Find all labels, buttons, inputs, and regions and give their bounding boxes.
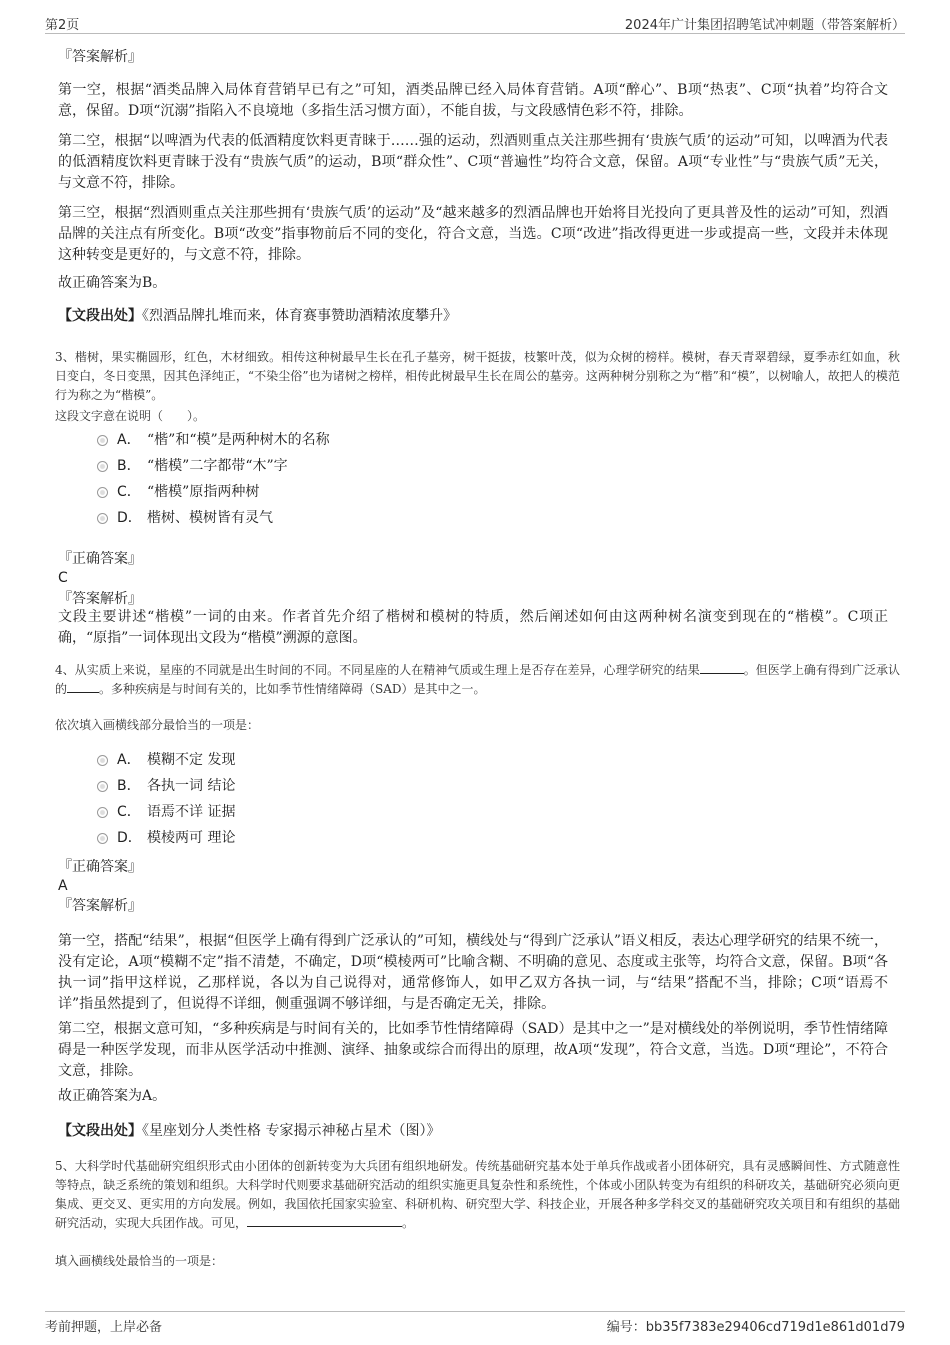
q3-option-c[interactable] — [97, 483, 259, 501]
radio-icon[interactable] — [97, 807, 108, 818]
q4-question: 依次填入画横线部分最恰当的一项是： — [55, 718, 260, 732]
q3-analysis-label: 『答案解析』 — [58, 591, 142, 607]
q4-stem-part-c: 。多种疾病是与时间有关的，比如季节性情绪障碍（SAD）是其中之一。 — [99, 682, 486, 696]
page-header — [45, 14, 905, 34]
q5-stem — [55, 1157, 900, 1233]
q2-conclusion: 故正确答案为B。 — [58, 275, 167, 291]
radio-icon[interactable] — [97, 755, 108, 766]
q2-analysis-p3: 第三空，根据“烈酒则重点关注那些拥有‘贵族气质’的运动”及“越来越多的烈酒品牌也开始将目光投向了更具普及性的运动”可知，烈酒品牌的关注点有所变化。B项“改变”指事物前后不同的变化，符合文意，当选。C项“改进”指改得更进一步或提高一些，文段并未体现这种转变是更好的，与文意不符，排除。 — [58, 205, 888, 263]
q4-option-d[interactable] — [97, 829, 235, 847]
page-number: 第2页 — [45, 18, 80, 33]
q2-source-label: 【文段出处】 — [58, 308, 142, 324]
q3-option-b[interactable] — [97, 457, 288, 475]
q4-source-title: 《星座划分人类性格 专家揭示神秘占星术（图）》 — [142, 1123, 441, 1139]
document-id: 编号：bb35f7383e29406cd719d1e861d01d79 — [606, 1320, 905, 1335]
radio-icon[interactable] — [97, 833, 108, 844]
q4-option-c[interactable] — [97, 803, 235, 821]
option-text: 模糊不定 发现 — [147, 752, 236, 768]
answer-blank — [247, 1215, 402, 1227]
q4-correct-label: 『正确答案』 — [58, 859, 142, 875]
q2-analysis-p2: 第二空，根据“以啤酒为代表的低酒精度饮料更青睐于……强的运动，烈酒则重点关注那些拥有‘贵族气质’的运动”可知，以啤酒为代表的低酒精度饮料更青睐于没有“贵族气质”的运动，B项“群众性”、C项“普遍性”均符合文意，保留。A项“专业性”与“贵族气质”无关，与文意不符，排除。 — [58, 133, 888, 191]
radio-icon[interactable] — [97, 513, 108, 524]
option-letter: C． — [117, 804, 141, 820]
q4-analysis-p1: 第一空，搭配“结果”，根据“但医学上确有得到广泛承认的”可知，横线处与“得到广泛承认”语义相反，表达心理学研究的结果不统一，没有定论，A项“模糊不定”指不清楚，不确定，D项“模棱两可”比喻含糊、不明确的意见、态度或主张等，均符合文意，保留。B项“各执一词”指甲这样说，乙那样说，各以为自己说得对，通常修饰人，如甲乙双方各执一词，与“结果”搭配不当，排除；C项“语焉不详”指虽然提到了，但说得不详细，侧重强调不够详细，与是否确定无关，排除。 — [58, 933, 888, 1012]
option-text: 模棱两可 理论 — [147, 830, 236, 846]
option-text: “楷”和“模”是两种树木的名称 — [147, 432, 330, 448]
radio-icon[interactable] — [97, 781, 108, 792]
option-letter: D． — [117, 510, 142, 526]
q3-correct-answer: C — [58, 570, 68, 586]
q4-source-label: 【文段出处】 — [58, 1123, 142, 1139]
q4-option-b[interactable] — [97, 777, 235, 795]
q3-correct-label: 『正确答案』 — [58, 551, 142, 567]
option-letter: A． — [117, 432, 141, 448]
q4-stem-part-a: 4、从实质上来说，星座的不同就是出生时间的不同。不同星座的人在精神气质或生理上是否存在差异，心理学研究的结果 — [55, 663, 700, 677]
q4-option-a[interactable] — [97, 751, 235, 769]
q4-stem — [55, 661, 900, 699]
option-letter: C． — [117, 484, 141, 500]
q5-question: 填入画横线处最恰当的一项是： — [55, 1254, 224, 1268]
q4-conclusion: 故正确答案为A。 — [58, 1088, 167, 1104]
option-text: “楷模”原指两种树 — [147, 484, 260, 500]
option-letter: B． — [117, 778, 141, 794]
q2-analysis-label: 『答案解析』 — [58, 49, 142, 65]
document-title: 2024年广计集团招聘笔试冲刺题（带答案解析） — [624, 18, 905, 33]
option-text: 语焉不详 证据 — [147, 804, 236, 820]
answer-blank — [67, 681, 99, 693]
option-text: 各执一词 结论 — [147, 778, 236, 794]
option-text: 楷树、模树皆有灵气 — [147, 510, 273, 526]
q3-question: 这段文字意在说明（ ）。 — [55, 409, 206, 423]
q5-stem-text: 5、大科学时代基础研究组织形式由小团体的创新转变为大兵团有组织地研发。传统基础研究基本处于单兵作战或者小团体研究，具有灵感瞬间性、方式随意性等特点，缺乏系统的策划和组织。大科学时代则要求基础研究活动的组织实施更具复杂性和系统性，个体或小团队转变为有组织的科研攻关，基础研究必须向更集成、更交叉、更实用的方向发展。例如，我国依托国家实验室、科研机构、研究型大学、科技企业，开展各种多学科交叉的基础研究攻关项目和有组织的基础研究活动，实现大兵团作战。可见， — [55, 1159, 900, 1230]
q4-stem-part-b: 。但医学上确有得到广泛承认的 — [55, 663, 900, 696]
q3-option-d[interactable] — [97, 509, 273, 527]
q3-stem: 3、楷树，果实椭圆形，红色，木材细致。相传这种树最早生长在孔子墓旁，树干挺拔，枝繁叶茂，似为众树的榜样。模树，春天青翠碧绿，夏季赤红如血，秋日变白，冬日变黑，因其色泽纯正，“不染尘俗”也为诸树之榜样，相传此树最早生长在周公的墓旁。这两种树分别称之为“楷”和“模”，以树喻人，故把人的模范行为称之为“楷模”。 — [55, 350, 900, 402]
q2-analysis-p1: 第一空，根据“酒类品牌入局体育营销早已有之”可知，酒类品牌已经入局体育营销。A项“醉心”、B项“热衷”、C项“执着”均符合文意，保留。D项“沉溺”指陷入不良境地（多指生活习惯方面），不能自拔，与文段感情色彩不符，排除。 — [58, 82, 888, 119]
option-letter: A． — [117, 752, 141, 768]
footer-slogan: 考前押题，上岸必备 — [45, 1320, 163, 1335]
page-footer — [45, 1311, 905, 1335]
option-letter: D． — [117, 830, 142, 846]
q4-correct-answer: A — [58, 878, 68, 894]
q2-source-title: 《烈酒品牌扎堆而来，体育赛事赞助酒精浓度攀升》 — [142, 308, 457, 324]
radio-icon[interactable] — [97, 461, 108, 472]
answer-blank — [700, 662, 744, 674]
q4-source — [58, 1121, 440, 1141]
q4-analysis-label: 『答案解析』 — [58, 898, 142, 914]
q3-analysis: 文段主要讲述“楷模”一词的由来。作者首先介绍了楷树和模树的特质，然后阐述如何由这两种树名演变到现在的“楷模”。C项正确，“原指”一词体现出文段为“楷模”溯源的意图。 — [58, 609, 888, 646]
q3-option-a[interactable] — [97, 431, 330, 449]
option-text: “楷模”二字都带“木”字 — [147, 458, 288, 474]
q2-source — [58, 306, 457, 326]
q5-stem-end: 。 — [402, 1216, 415, 1230]
radio-icon[interactable] — [97, 487, 108, 498]
radio-icon[interactable] — [97, 435, 108, 446]
option-letter: B． — [117, 458, 141, 474]
q4-analysis-p2: 第二空，根据文意可知，“多种疾病是与时间有关的，比如季节性情绪障碍（SAD）是其中之一”是对横线处的举例说明，季节性情绪障碍是一种医学发现，而非从医学活动中推测、演绎、抽象或综合而得出的原理，故A项“发现”，符合文意，当选。D项“理论”，不符合文意，排除。 — [58, 1021, 888, 1079]
